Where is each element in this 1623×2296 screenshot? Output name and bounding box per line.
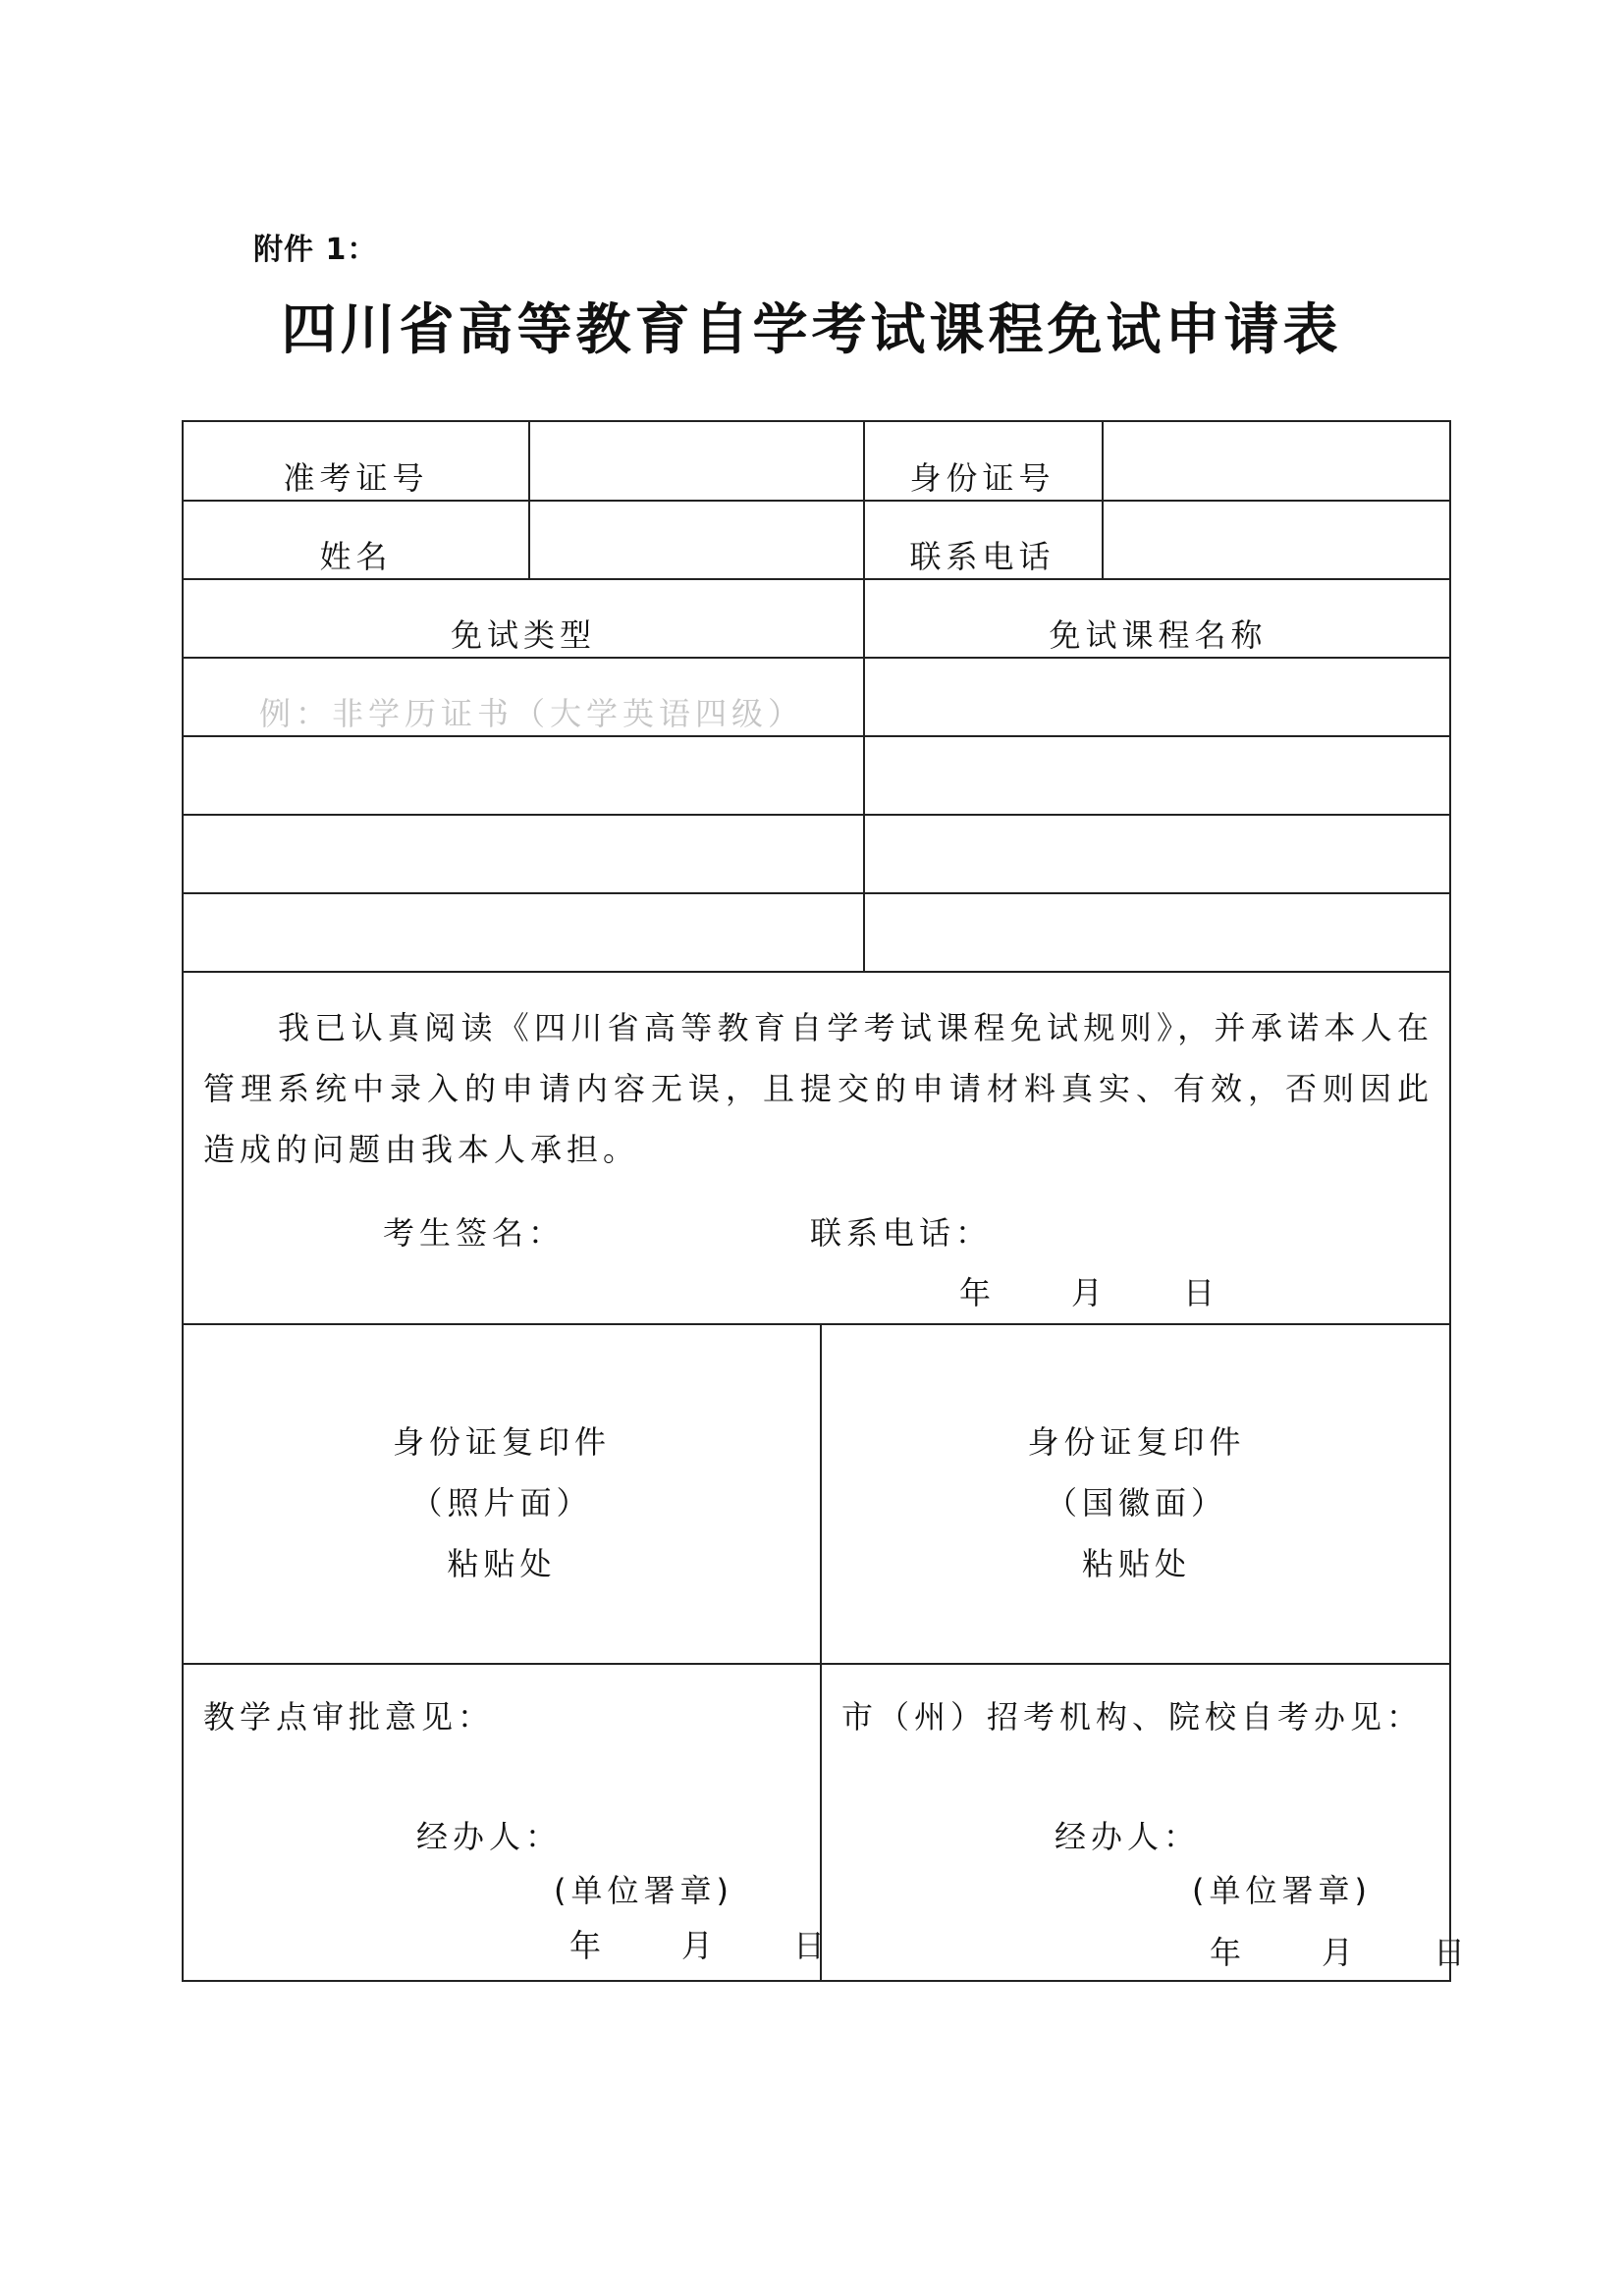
signature-label: 考生签名： [383,1214,566,1252]
approval-date: 年 月 日 [569,1927,832,1964]
name-label: 姓名 [319,538,393,575]
id-number-field[interactable] [1104,422,1451,500]
seal-label: (单位署章) [1192,1872,1372,1909]
exemption-course-header: 免试课程名称 [1049,616,1268,654]
exemption-course-cell[interactable] [865,659,1451,735]
approval-date: 年 月 日 [1210,1934,1472,1971]
exemption-course-cell[interactable] [865,894,1451,971]
exemption-type-header: 免试类型 [450,616,596,654]
phone-field[interactable] [1104,502,1451,578]
id-back-side: （国徽面） [1045,1484,1227,1522]
exemption-type-cell[interactable] [184,816,863,892]
exemption-type-cell[interactable] [184,659,863,735]
seal-label: (单位署章) [554,1872,733,1909]
exemption-course-cell[interactable] [865,816,1451,892]
id-back-paste-label: 粘贴处 [1081,1545,1191,1582]
row-divider [184,578,1449,580]
example-entry: 例：非学历证书（大学英语四级） [259,695,805,732]
handler-label: 经办人： [1055,1818,1201,1855]
id-front-paste-label: 粘贴处 [447,1545,557,1582]
id-front-side: （照片面） [410,1484,593,1522]
teaching-site-approval [184,1665,832,1980]
city-office-approval [822,1665,1472,1980]
attachment-label: 附件 1： [253,233,378,267]
application-form-table [182,420,1472,1982]
id-back-paste-area[interactable] [822,1325,1451,1663]
phone-label: 联系电话 [909,538,1055,575]
pledge-text: 我已认真阅读《四川省高等教育自学考试课程免试规则》，并承诺本人在管理系统中录入的申请内容无误，且提交的申请材料真实、有效，否则因此造成的问题由我本人承担。 [203,1009,1434,1168]
exemption-course-cell[interactable] [865,737,1451,814]
id-back-title: 身份证复印件 [1027,1423,1246,1461]
teaching-site-approval-title: 教学点审批意见： [203,1698,495,1735]
id-front-title: 身份证复印件 [392,1423,611,1461]
name-field[interactable] [530,502,863,578]
exam-id-field[interactable] [530,422,863,500]
id-number-label: 身份证号 [909,459,1055,497]
form-title: 四川省高等教育自学考试课程免试申请表 [281,298,1342,362]
exam-id-label: 准考证号 [283,459,429,497]
pledge-date: 年 月 日 [959,1274,1221,1311]
pledge-section [184,973,1449,1323]
pledge-phone-label: 联系电话： [810,1214,993,1252]
exemption-type-cell[interactable] [184,737,863,814]
handler-label: 经办人： [416,1818,563,1855]
id-front-paste-area[interactable] [184,1325,820,1663]
city-office-approval-title: 市（州）招考机构、院校自考办见： [841,1698,1424,1735]
exemption-type-cell[interactable] [184,894,863,971]
